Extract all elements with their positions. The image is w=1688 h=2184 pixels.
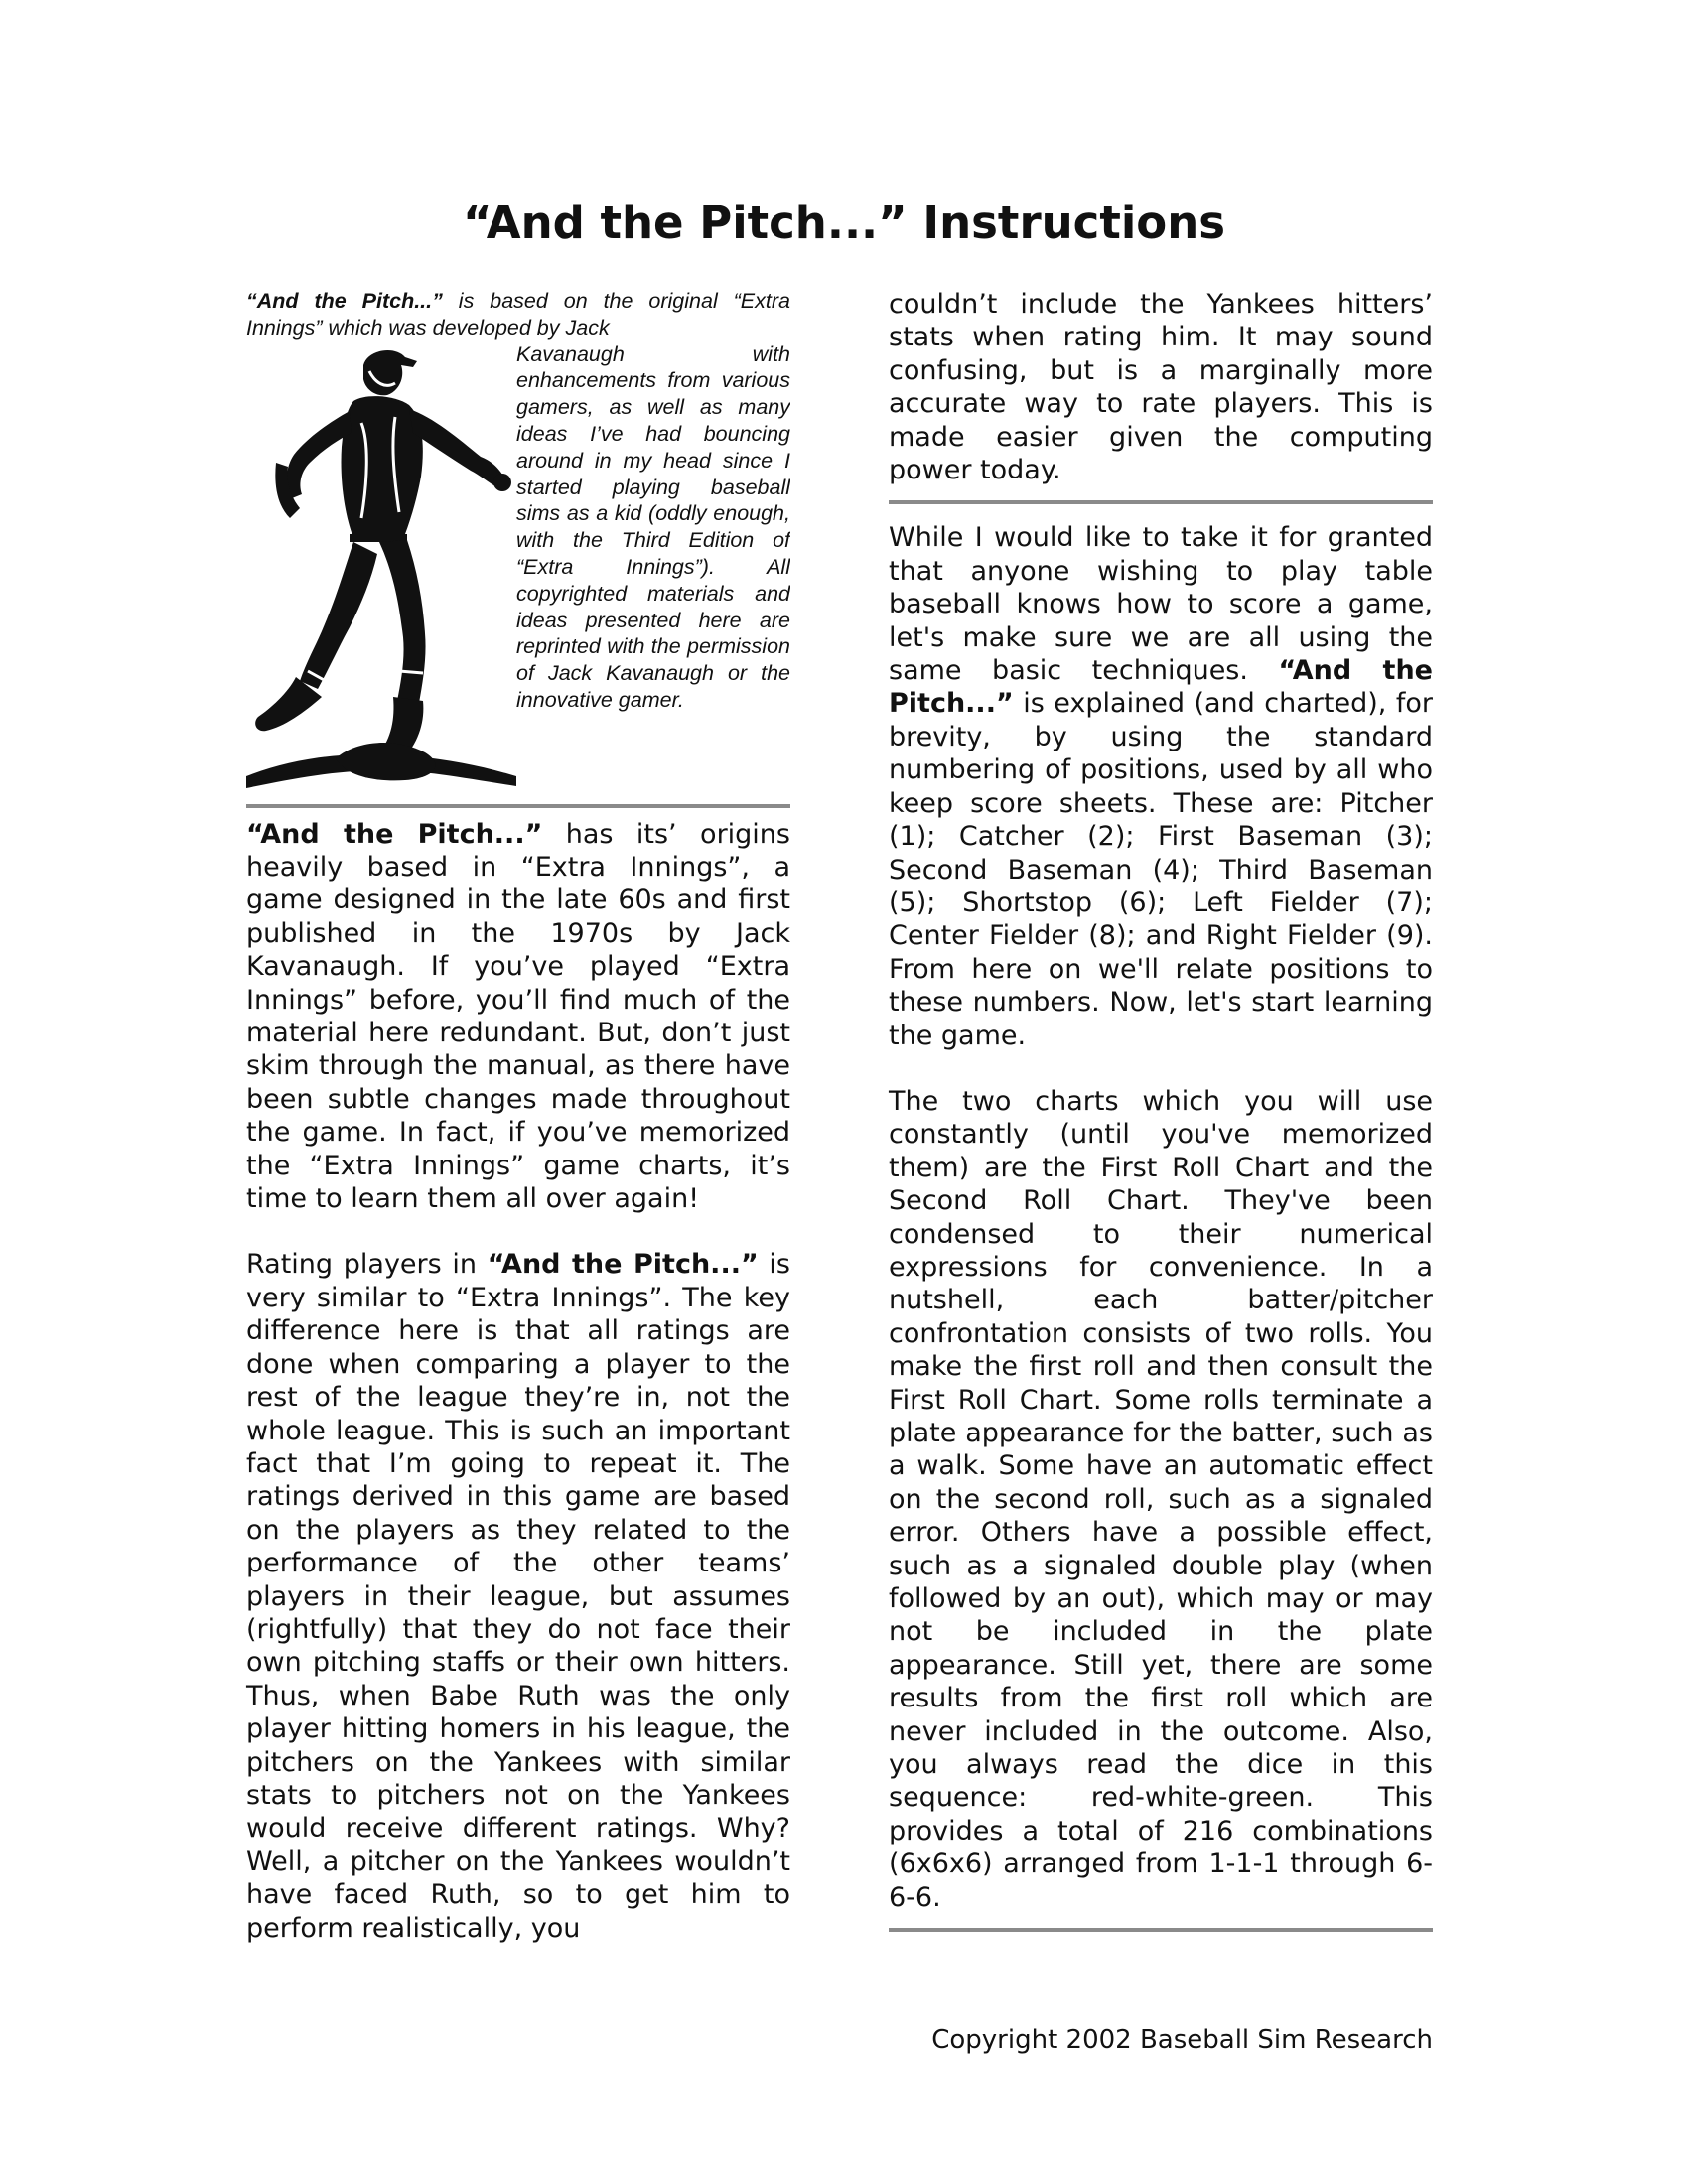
- left-paragraph-origins: [246, 818, 790, 1216]
- right-paragraph-positions: [889, 521, 1433, 1052]
- ratings-text-body: is very similar to “Extra Innings”. The key difference here is that all ratings are done when comparing a player to the rest of the league they’re in, not the whole league. This is such an important fact that I’m going to repeat it. The ratings derived in this game are based on the players as they related to the performance of the other teams’ players in their league, but assumes (rightfully) that they do not face their own pitching staffs or their own hitters. Thus, when Babe Ruth was the only player hitting homers in his league, the pitchers on the Yankees with similar stats to pitchers not on the Yankees would receive different ratings. Why? Well, a pitcher on the Yankees wouldn’t have faced Ruth, so to get him to perform realistically, you: [246, 1249, 790, 1944]
- origins-text: has its’ origins heavily based in “Extra Innings”, a game designed in the late 60s and first published in the 1970s by Jack Kavanaugh. If you’ve played “Extra Innings” before, you’ll find much of the material here redundant. But, don’t just skim through the manual, as there have been subtle changes made throughout the game. In fact, if you’ve memorized the “Extra Innings” game charts, it’s time to learn them all over again!: [246, 818, 790, 1215]
- intro-text-lead: is based on the original “Extra Innings” which was developed by Jack: [246, 289, 790, 340]
- pitcher-illustration: [246, 343, 516, 798]
- intro-block: [246, 341, 790, 798]
- copyright-notice: Copyright 2002 Baseball Sim Research: [931, 2025, 1433, 2055]
- positions-text-lead: While I would like to take it for granted that anyone wishing to play table baseball knows how to score a game, let's make sure we are all using the same basic techniques.: [889, 522, 1433, 687]
- section-divider: [889, 1928, 1433, 1932]
- page-title: “And the Pitch...” Instructions: [462, 197, 1226, 249]
- intro-title-bold: “And the Pitch...”: [246, 289, 443, 313]
- game-title-bold: “And the Pitch...”: [889, 655, 1433, 720]
- ratings-text-lead: Rating players in: [246, 1249, 488, 1281]
- left-column: [246, 288, 790, 1945]
- positions-text-body: is explained (and charted), for brevity, by using the standard numbering of positions, used by all who keep score sheets. These are: Pitcher (1); Catcher (2); First Baseman (3); Second Baseman (4); Third Baseman (5); Shortstop (6); Left Fielder (7); Center Fielder (8); and Right Fielder (9). From here on we'll relate positions to these numbers. Now, let's start learning the game.: [889, 688, 1433, 1051]
- right-paragraph-continued: couldn’t include the Yankees hitters’ stats when rating him. It may sound confusing, but is a marginally more accurate way to rate players. This is made easier given the computing power today.: [889, 289, 1433, 486]
- game-title-bold: “And the Pitch...”: [487, 1249, 759, 1281]
- left-paragraph-ratings: [246, 1248, 790, 1945]
- right-paragraph-charts: The two charts which you will use constantly (until you've memorized them) are the First Roll Chart and the Second Roll Chart. They've been condensed to their numerical expressions for convenience. In a nutshell, each batter/pitcher confrontation consists of two rolls. You make the first roll and then consult the First Roll Chart. Some rolls terminate a plate appearance for the batter, such as a walk. Some have an automatic effect on the second roll, such as a signaled error. Others have a possible effect, such as a signaled double play (when followed by an out), which may or may not be included in the plate appearance. Still yet, there are some results from the first roll which are never included in the outcome. Also, you always read the dice in this sequence: red-white-green. This provides a total of 216 combinations (6x6x6) arranged from 1-1-1 through 6-6-6.: [889, 1085, 1433, 1913]
- right-column: [889, 288, 1433, 1932]
- intro-lead: [246, 288, 790, 341]
- intro-text-wrapped: Kavanaugh with enhancements from various gamers, as well as many ideas I’ve had bouncing around in my head since I started playing baseball sims as a kid (oddly enough, with the Third Edition of “Extra Innings”). All copyrighted materials and ideas presented here are reprinted with the permission of Jack Kavanaugh or the innovative gamer.: [516, 341, 790, 712]
- game-title-bold: “And the Pitch...”: [246, 818, 543, 850]
